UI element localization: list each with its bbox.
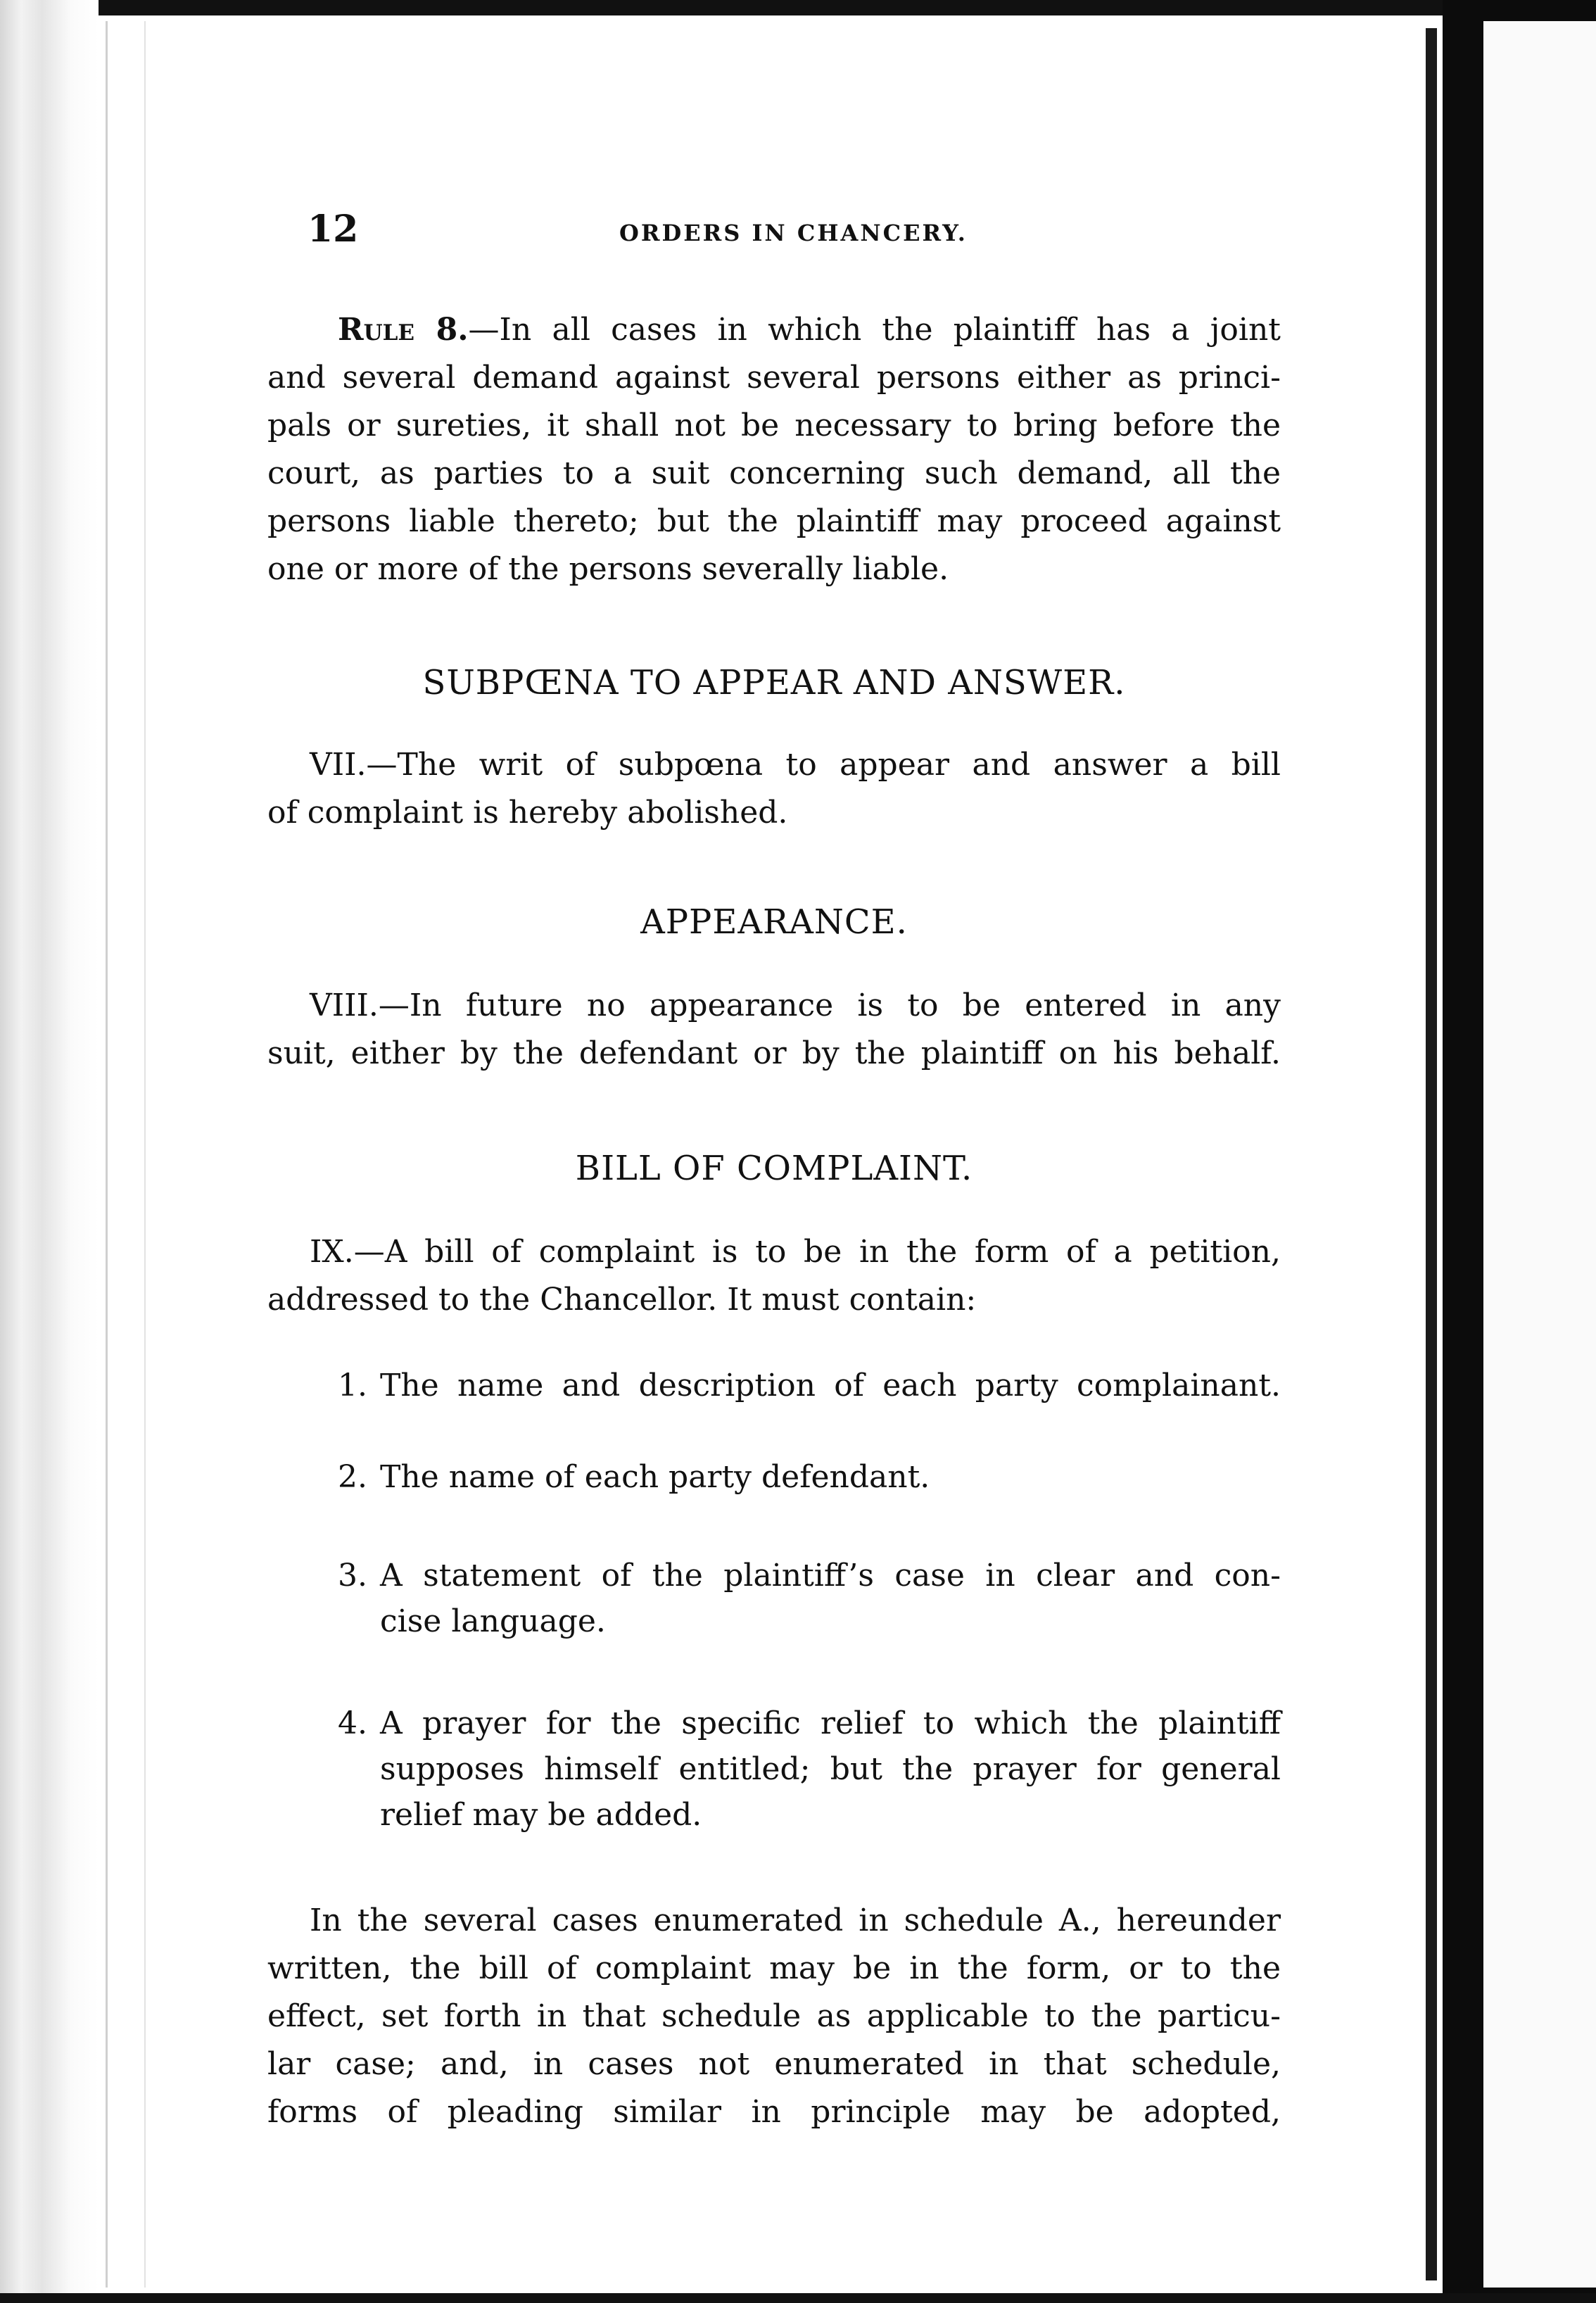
list-item-line: relief may be added.: [380, 1797, 702, 1833]
subpoena-line: of complaint is hereby abolished.: [267, 795, 788, 831]
list-item-number: 3.: [338, 1558, 367, 1594]
rule8-line-text: —In all cases in which the plaintiff has a joint: [468, 312, 1281, 348]
list-item-line: The name and description of each party complainant.: [380, 1368, 1281, 1403]
list-item-number: 4.: [338, 1705, 367, 1741]
rule8-line: one or more of the persons severally liable.: [267, 551, 949, 587]
schedule-line: written, the bill of complaint may be in the form, or to the: [267, 1950, 1281, 1986]
list-item-number: 2.: [338, 1459, 367, 1495]
list-item-line: A statement of the plaintiff’s case in clear and con-: [380, 1558, 1281, 1594]
running-title: ORDERS IN CHANCERY.: [619, 220, 968, 246]
scan-border-top: [0, 0, 1596, 15]
list-item-line: cise language.: [380, 1603, 606, 1639]
spine-fold-line: [144, 21, 146, 2288]
page-number: 12: [308, 208, 359, 251]
schedule-line: lar case; and, in cases not enumerated in that schedule,: [267, 2046, 1281, 2082]
list-item-line: supposes himself entitled; but the prayer for general: [380, 1751, 1281, 1787]
appearance-line: VIII.—In future no appearance is to be entered in any: [310, 988, 1281, 1023]
rule8-line: and several demand against several persons either as princi-: [267, 360, 1281, 396]
spine-fold-line: [106, 21, 108, 2288]
rule8-line: pals or sureties, it shall not be necessary to bring before the: [267, 408, 1281, 443]
list-item-line: The name of each party defendant.: [380, 1459, 930, 1495]
rule8-line: court, as parties to a suit concerning such demand, all the: [267, 455, 1281, 491]
section-heading-appearance: APPEARANCE.: [640, 902, 908, 942]
schedule-line: forms of pleading similar in principle may be adopted,: [267, 2094, 1281, 2130]
schedule-line: effect, set forth in that schedule as applicable to the particu-: [267, 1998, 1281, 2034]
subpoena-line: VII.—The writ of subpœna to appear and answer a bill: [310, 747, 1281, 783]
rule8-line: [338, 310, 1281, 351]
rule8-label: Rule 8.: [338, 312, 469, 348]
schedule-line: In the several cases enumerated in schedule A., hereunder: [310, 1903, 1281, 1938]
scan-border-bottom: [0, 2293, 1596, 2303]
list-item-line: A prayer for the specific relief to which the plaintiff: [380, 1705, 1281, 1741]
page-gutter-edge: [1426, 28, 1437, 2280]
rule8-line: persons liable thereto; but the plaintiff may proceed against: [267, 503, 1281, 539]
bill-line: addressed to the Chancellor. It must contain:: [267, 1282, 977, 1318]
section-heading-bill: BILL OF COMPLAINT.: [575, 1149, 973, 1188]
list-item-number: 1.: [338, 1368, 367, 1403]
bill-line: IX.—A bill of complaint is to be in the form of a petition,: [310, 1234, 1281, 1270]
book-spine-edge: [0, 0, 99, 2303]
appearance-line: suit, either by the defendant or by the plaintiff on his behalf.: [267, 1035, 1281, 1071]
section-heading-subpoena: SUBPŒNA TO APPEAR AND ANSWER.: [422, 663, 1126, 702]
book-page: [267, 197, 1281, 2224]
adjacent-page-strip: [1483, 21, 1596, 2288]
